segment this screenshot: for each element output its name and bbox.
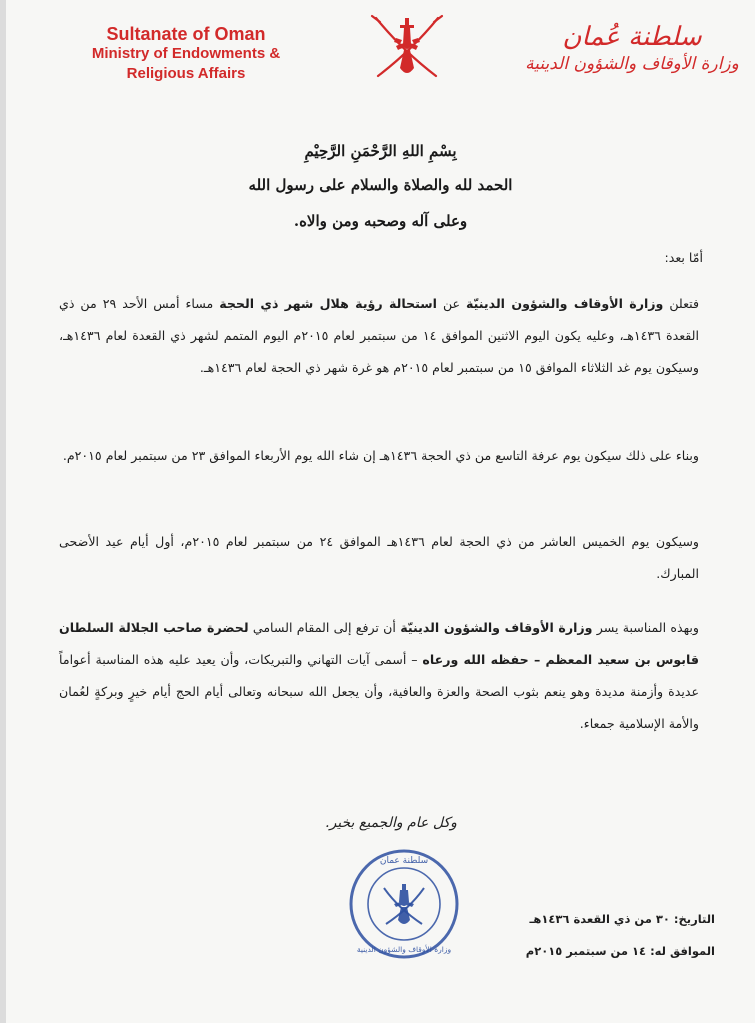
date-gregorian: الموافق له: ١٤ من سبتمبر ٢٠١٥م	[525, 944, 715, 958]
letter-page	[6, 0, 755, 1023]
header-en-line2: Ministry of Endowments &	[91, 45, 281, 62]
salutation: أمّا بعد:	[664, 250, 703, 265]
paragraph-eid: وسيكون يوم الخميس العاشر من ذي الحجة لعام ١٤٣٦هـ الموافق ٢٤ من سبتمبر لعام ٢٠١٥م، أول أيام عيد الأضحى المبارك.	[59, 534, 700, 581]
paragraph-arafah: وبناء على ذلك سيكون يوم عرفة التاسع من ذي الحجة ١٤٣٦هـ إن شاء الله يوم الأربعاء الموافق ٢٣ من سبتمبر لعام ٢٠١٥م.	[62, 448, 699, 463]
oman-emblem-icon	[366, 10, 448, 86]
header-en-line3: Religious Affairs	[126, 65, 246, 82]
opening-blessing: وعلى آله وصحبه ومن والاه.	[293, 212, 468, 230]
closing-line: وكل عام والجميع بخير.	[325, 815, 457, 831]
header-en-line1: Sultanate of Oman	[106, 24, 266, 44]
paragraph-greetings: وبهذه المناسبة يسر وزارة الأوقاف والشؤون الدينيّة أن ترفع إلى المقام السامي لحضرة صاحب الجلالة السلطان قابوس بن سعيد المعظم – حفظه الله ورعاه – أسمى آيات التهاني والتبريكات، وأن يعيد عليه هذه المناسبة أعواماً عديدة وأزمنة مديدة وهو ينعم بثوب الصحة والعزة والعافية، وأن يجعل الله سبحانه وتعالى أيام الحج أيام خيرٍ وبركةٍ لعُمان والأمة الإسلامية جمعاء.	[59, 620, 699, 731]
header-ar-line2: وزارة الأوقاف والشؤون الدينية	[525, 54, 739, 74]
seal-text-top: سلطنة عمان	[379, 856, 429, 866]
header-ar-line1: سلطنة عُمان	[562, 22, 702, 52]
ministry-header-arabic	[518, 22, 746, 76]
seal-text-bottom: وزارة الأوقاف والشؤون الدينية	[356, 945, 452, 954]
ministry-seal-stamp	[348, 848, 460, 960]
paragraph-announcement: فتعلن وزارة الأوقاف والشؤون الدينيّة عن استحالة رؤية هلال شهر ذي الحجة مساء أمس الأحد ٢٩ من ذي القعدة ١٤٣٦هـ، وعليه يكون اليوم الاثنين الموافق ١٤ من سبتمبر لعام ٢٠١٥م اليوم المتمم لشهر ذي القعدة لعام ١٤٣٦هـ، وسيكون يوم غد الثلاثاء الموافق ١٥ من سبتمبر لعام ٢٠١٥م هو غرة شهر ذي الحجة لعام ١٤٣٦هـ.	[59, 296, 700, 375]
date-hijri: التاريخ: ٣٠ من ذي القعدة ١٤٣٦هـ	[529, 912, 715, 926]
ministry-header-english	[78, 24, 294, 84]
basmala: بِسْمِ اللهِ الرَّحْمَنِ الرَّحِيْمِ	[304, 142, 457, 160]
opening-praise: الحمد لله والصلاة والسلام على رسول الله	[248, 176, 513, 194]
